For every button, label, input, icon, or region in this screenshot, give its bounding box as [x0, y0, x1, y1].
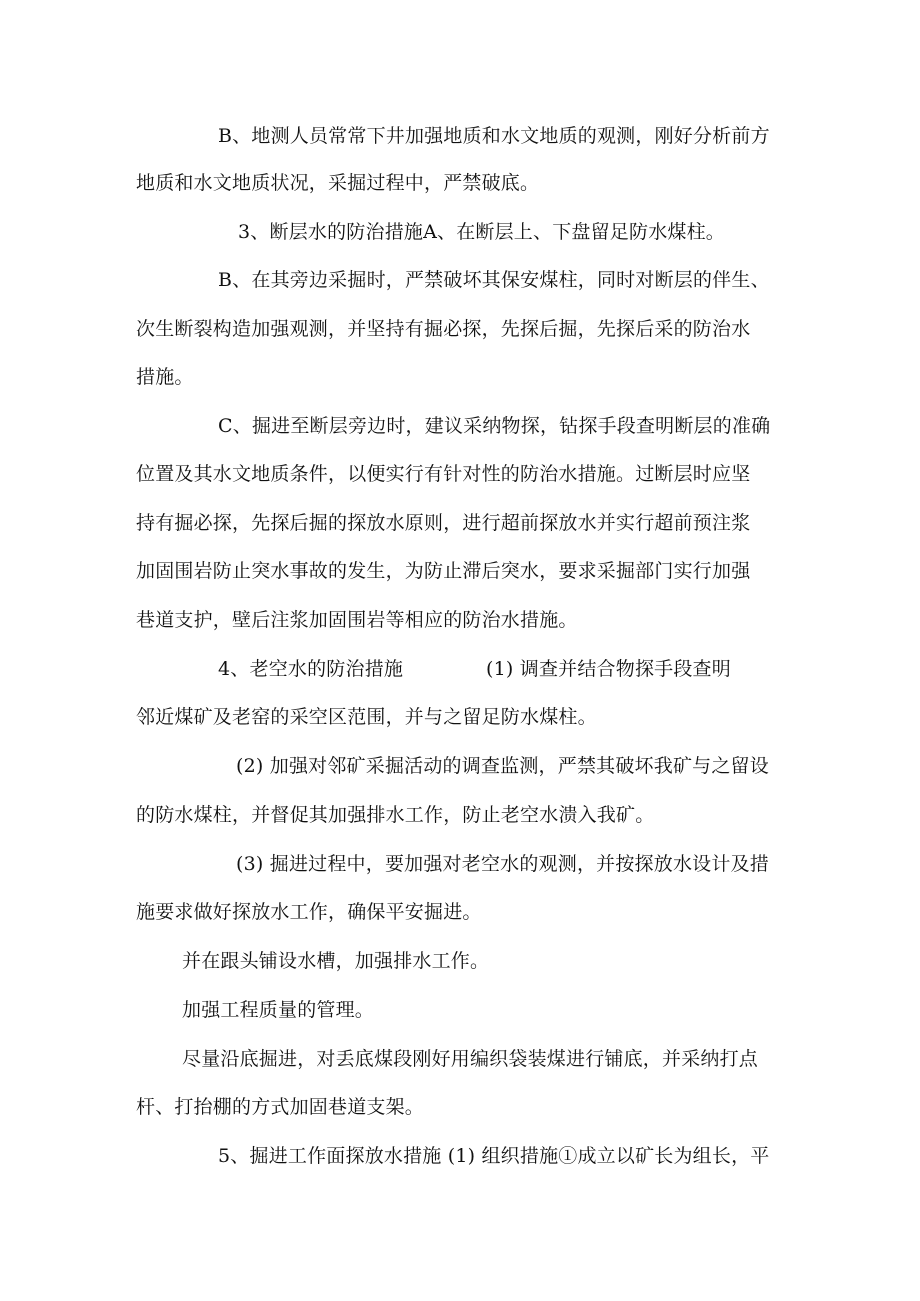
text-line-21: 尽量沿底掘进，对丢底煤段刚好用编织袋装煤进行铺底，并采纳打点: [182, 1048, 759, 1070]
text-line-14: 邻近煤矿及老窑的采空区范围，并与之留足防水煤柱。: [136, 706, 597, 728]
text-line-6: 措施。: [136, 366, 194, 388]
text-line-20: 加强工程质量的管理。: [182, 999, 375, 1021]
text-line-16: 的防水煤柱，并督促其加强排水工作，防止老空水溃入我矿。: [136, 804, 655, 826]
text-line-7: C、掘进至断层旁边时，建议采纳物探，钻探手段查明断层的准确: [218, 415, 771, 437]
text-line-11: 巷道支护，壁后注浆加固围岩等相应的防治水措施。: [136, 609, 578, 631]
text-line-22: 杆、打抬棚的方式加固巷道支架。: [136, 1096, 425, 1118]
text-line-18: 施要求做好探放水工作，确保平安掘进。: [136, 901, 482, 923]
text-line-12: 4、老空水的防治措施: [218, 658, 404, 680]
text-line-8: 位置及其水文地质条件，以便实行有针对性的防治水措施。过断层时应坚: [136, 463, 751, 485]
text-line-15: (2) 加强对邻矿采掘活动的调查监测，严禁其破坏我矿与之留设: [236, 755, 769, 777]
text-line-17: (3) 掘进过程中，要加强对老空水的观测，并按探放水设计及措: [236, 853, 769, 875]
text-line-10: 加固围岩防止突水事故的发生，为防止滞后突水，要求采掘部门实行加强: [136, 560, 751, 582]
text-line-2: 地质和水文地质状况，采掘过程中，严禁破底。: [136, 172, 540, 194]
text-line-9: 持有掘必探，先探后掘的探放水原则，进行超前探放水并实行超前预注浆: [136, 512, 751, 534]
text-line-13: (1) 调查并结合物探手段查明: [486, 658, 731, 680]
text-line-1: B、地测人员常常下井加强地质和水文地质的观测，刚好分析前方: [218, 125, 770, 147]
text-line-19: 并在跟头铺设水槽，加强排水工作。: [182, 950, 490, 972]
text-line-5: 次生断裂构造加强观测，并坚持有掘必探，先探后掘，先探后采的防治水: [136, 318, 751, 340]
text-line-3: 3、断层水的防治措施A、在断层上、下盘留足防水煤柱。: [238, 221, 726, 243]
text-line-23: 5、掘进工作面探放水措施 (1) 组织措施①成立以矿长为组长，平: [218, 1145, 770, 1167]
text-line-4: B、在其旁边采掘时，严禁破坏其保安煤柱，同时对断层的伴生、: [218, 269, 770, 291]
